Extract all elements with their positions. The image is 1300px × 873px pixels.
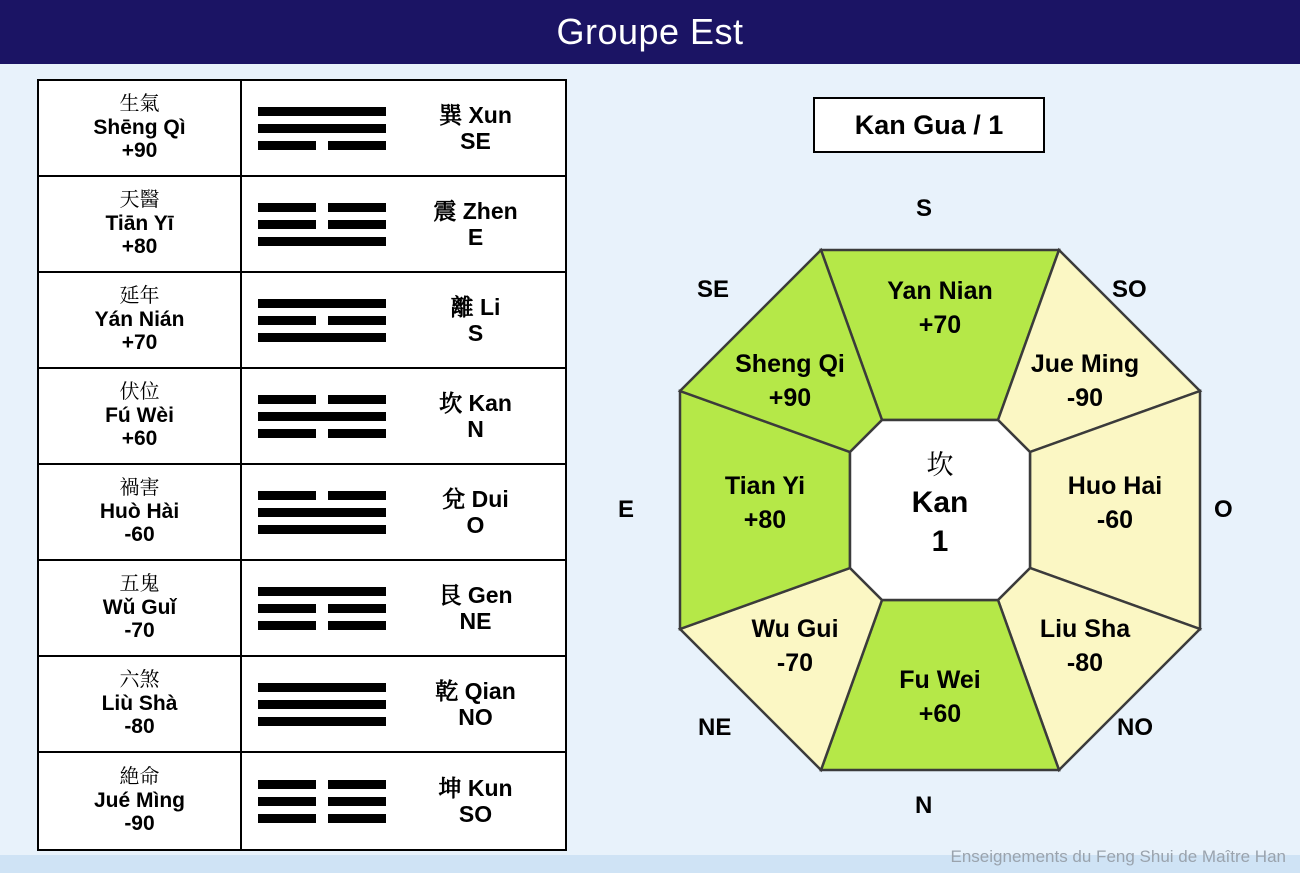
kan-gua-box: [813, 97, 1045, 153]
table-row: [39, 81, 565, 177]
trigram-glyph: [258, 299, 386, 342]
center-name: Kan: [911, 486, 969, 520]
center-number: 1: [931, 525, 949, 559]
table-cell-trigram: [242, 753, 565, 849]
row-value: +80: [121, 235, 158, 259]
compass-label-o: O: [1214, 496, 1233, 523]
trigram-name: 坤 Kun: [438, 774, 513, 801]
compass-label-no: NO: [1117, 714, 1153, 741]
table-cell-trigram: [242, 177, 565, 271]
row-value: -70: [124, 619, 155, 643]
table-cell-name: [39, 273, 242, 367]
row-chinese: 生氣: [119, 93, 160, 116]
trigram-glyph: [258, 780, 386, 823]
sector-label-sheng-qi: [690, 348, 890, 416]
table-cell-trigram: [242, 657, 565, 751]
row-chinese: 禍害: [119, 477, 160, 500]
sector-name: Liu Sha: [1039, 615, 1131, 643]
sector-name: Huo Hai: [1067, 472, 1163, 500]
trigram-direction: E: [467, 224, 484, 250]
trigram-name: 震 Zhen: [433, 197, 518, 224]
table-row: [39, 177, 565, 273]
row-value: -80: [124, 715, 155, 739]
row-pinyin: Huò Hài: [99, 499, 180, 523]
row-value: +60: [121, 427, 158, 451]
trigram-label: [386, 678, 565, 731]
trigram-glyph: [258, 683, 386, 726]
row-chinese: 伏位: [119, 381, 160, 404]
row-pinyin: Yán Nián: [94, 307, 185, 331]
sector-label-yan-nian: [855, 275, 1025, 343]
compass-label-ne: NE: [698, 714, 732, 741]
trigram-glyph: [258, 203, 386, 246]
sector-name: Jue Ming: [1030, 350, 1140, 378]
sector-name: Fu Wei: [899, 666, 981, 694]
footer-credit: Enseignements du Feng Shui de Maître Han: [950, 847, 1286, 866]
sector-value: +90: [768, 383, 812, 412]
sector-name: Yan Nian: [887, 277, 993, 305]
trigram-label: [386, 294, 565, 347]
sector-name: Sheng Qi: [735, 350, 845, 378]
row-pinyin: Liù Shà: [101, 691, 178, 715]
row-chinese: 五鬼: [119, 573, 160, 596]
trigram-label: [386, 775, 565, 828]
row-chinese: 天醫: [119, 189, 160, 212]
compass-label-se: SE: [697, 276, 730, 303]
sector-label-jue-ming: [985, 348, 1185, 416]
sector-value: +60: [918, 699, 962, 728]
table-cell-trigram: [242, 369, 565, 463]
trigram-direction: NO: [458, 704, 493, 730]
sector-value: -90: [1066, 383, 1104, 412]
sector-label-tian-yi: [670, 470, 860, 538]
sector-name: Wu Gui: [751, 615, 839, 643]
sector-label-wu-gui: [695, 613, 895, 681]
trigram-table: [37, 79, 567, 851]
compass-label-e: E: [618, 496, 635, 523]
row-pinyin: Wǔ Guǐ: [102, 595, 177, 619]
table-cell-name: [39, 81, 242, 175]
trigram-direction: O: [466, 512, 485, 538]
trigram-name: 巽 Xun: [439, 101, 512, 128]
table-row: [39, 273, 565, 369]
trigram-direction: N: [467, 416, 484, 442]
trigram-direction: SO: [458, 801, 493, 827]
table-cell-trigram: [242, 465, 565, 559]
bagua-diagram: [600, 170, 1280, 850]
trigram-label: [386, 486, 565, 539]
sector-value: -70: [776, 648, 814, 677]
table-cell-trigram: [242, 81, 565, 175]
trigram-name: 乾 Qian: [435, 677, 516, 704]
trigram-label: [386, 102, 565, 155]
compass-label-n: N: [915, 792, 933, 819]
sector-name: Tian Yi: [724, 472, 806, 500]
sector-value: -80: [1066, 648, 1104, 677]
sector-value: +80: [743, 505, 787, 534]
row-value: +90: [121, 139, 158, 163]
trigram-name: 兌 Dui: [442, 485, 509, 512]
trigram-direction: NE: [459, 608, 492, 634]
sector-value: +70: [918, 310, 962, 339]
trigram-label: [386, 198, 565, 251]
sector-label-huo-hai: [1020, 470, 1210, 538]
row-value: -90: [124, 812, 155, 836]
row-pinyin: Fú Wèi: [105, 403, 174, 427]
row-value: +70: [121, 331, 158, 355]
trigram-direction: S: [467, 320, 484, 346]
trigram-glyph: [258, 587, 386, 630]
trigram-name: 坎 Kan: [439, 389, 512, 416]
table-cell-name: [39, 177, 242, 271]
kan-gua-label: Kan Gua / 1: [854, 109, 1004, 140]
table-cell-name: [39, 657, 242, 751]
center-chinese: 坎: [926, 450, 954, 480]
row-pinyin: Shēng Qì: [93, 115, 186, 139]
trigram-glyph: [258, 395, 386, 438]
compass-label-s: S: [916, 195, 933, 222]
table-row: [39, 657, 565, 753]
table-cell-name: [39, 753, 242, 849]
row-pinyin: Tiān Yī: [105, 211, 174, 235]
sector-value: -60: [1096, 505, 1134, 534]
row-pinyin: Jué Mìng: [93, 788, 185, 812]
trigram-glyph: [258, 107, 386, 150]
slide-title-bar: [0, 0, 1300, 64]
trigram-name: 艮 Gen: [438, 581, 513, 608]
table-cell-trigram: [242, 273, 565, 367]
compass-label-so: SO: [1112, 276, 1147, 303]
trigram-direction: SE: [460, 128, 491, 154]
trigram-name: 離 Li: [450, 293, 501, 320]
table-row: [39, 369, 565, 465]
row-value: -60: [124, 523, 155, 547]
row-chinese: 六煞: [119, 669, 160, 692]
trigram-label: [386, 390, 565, 443]
trigram-label: [386, 582, 565, 635]
table-row: [39, 753, 565, 849]
table-cell-trigram: [242, 561, 565, 655]
page-title: Groupe Est: [556, 11, 744, 52]
table-row: [39, 465, 565, 561]
row-chinese: 延年: [119, 285, 160, 308]
bagua-center-label: [850, 448, 1030, 561]
table-cell-name: [39, 369, 242, 463]
table-cell-name: [39, 561, 242, 655]
table-row: [39, 561, 565, 657]
table-cell-name: [39, 465, 242, 559]
trigram-glyph: [258, 491, 386, 534]
row-chinese: 絶命: [119, 766, 160, 789]
